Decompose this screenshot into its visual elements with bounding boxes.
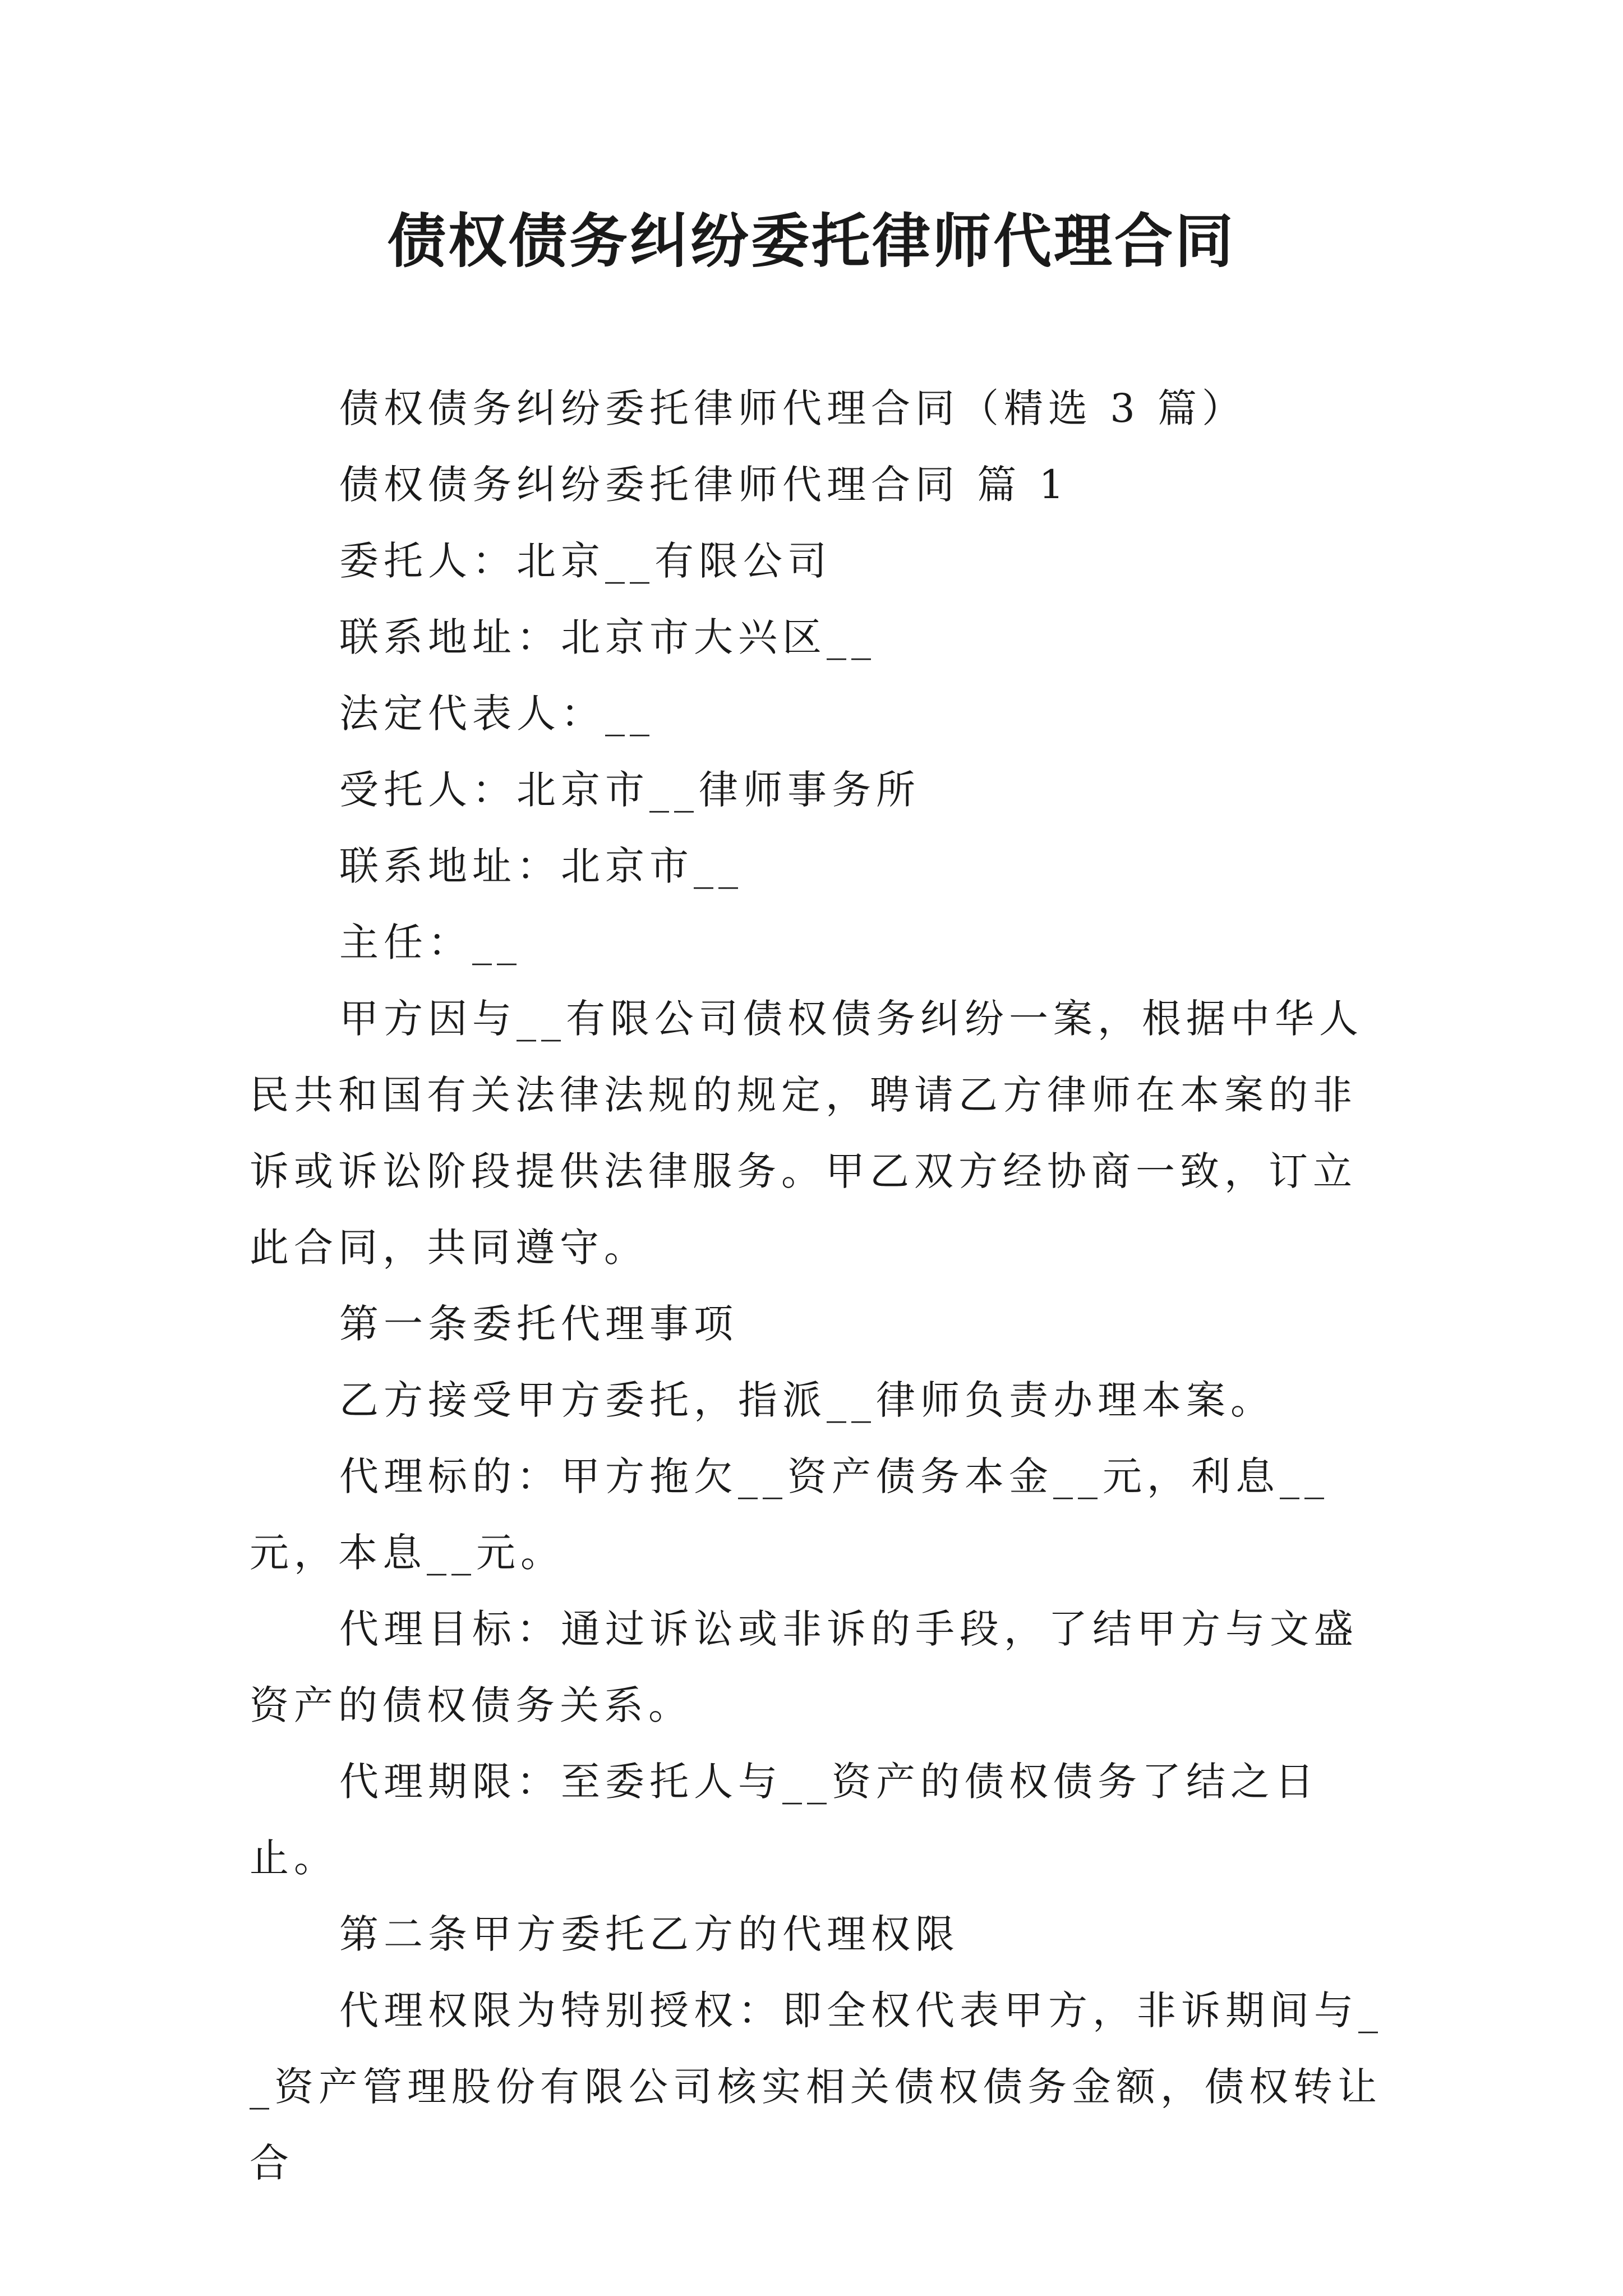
paragraph-subject: 代理标的：甲方拖欠__资产债务本金__元，利息__元，本息__元。 (250, 1453, 1329, 1576)
paragraph-trustee: 受托人：北京市__律师事务所 (339, 767, 920, 813)
paragraph-director: 主任：__ (339, 919, 522, 965)
paragraph-authority: 代理权限为特别授权：即全权代表甲方，非诉期间与__资产管理股份有限公司核实相关债权债务金额，债权转让合 (250, 1987, 1383, 2186)
paragraph-section-heading: 债权债务纠纷委托律师代理合同 篇 1 (339, 462, 1069, 508)
paragraph-trustee-address: 联系地址：北京市__ (339, 843, 743, 889)
paragraph-legal-representative: 法定代表人：__ (339, 691, 654, 737)
paragraph-client: 委托人：北京__有限公司 (339, 538, 832, 584)
paragraph-article-1-heading: 第一条委托代理事项 (339, 1301, 738, 1347)
paragraph-article-2-heading: 第二条甲方委托乙方的代理权限 (339, 1911, 960, 1957)
document-body (250, 370, 1394, 2201)
paragraph-preamble: 甲方因与__有限公司债权债务纠纷一案，根据中华人民共和国有关法律法规的规定，聘请乙方律师在本案的非诉或诉讼阶段提供法律服务。甲乙双方经协商一致，订立此合同，共同遵守。 (250, 996, 1363, 1271)
paragraph-client-address: 联系地址：北京市大兴区__ (339, 614, 876, 660)
paragraph-term: 代理期限：至委托人与__资产的债权债务了结之日止。 (250, 1759, 1319, 1881)
paragraph-assignment: 乙方接受甲方委托，指派__律师负责办理本案。 (339, 1377, 1275, 1423)
document-title: 债权债务纠纷委托律师代理合同 (387, 206, 1235, 275)
paragraph-subtitle: 债权债务纠纷委托律师代理合同（精选 3 篇） (339, 385, 1247, 431)
paragraph-goal: 代理目标：通过诉讼或非诉的手段，了结甲方与文盛资产的债权债务关系。 (250, 1606, 1358, 1728)
